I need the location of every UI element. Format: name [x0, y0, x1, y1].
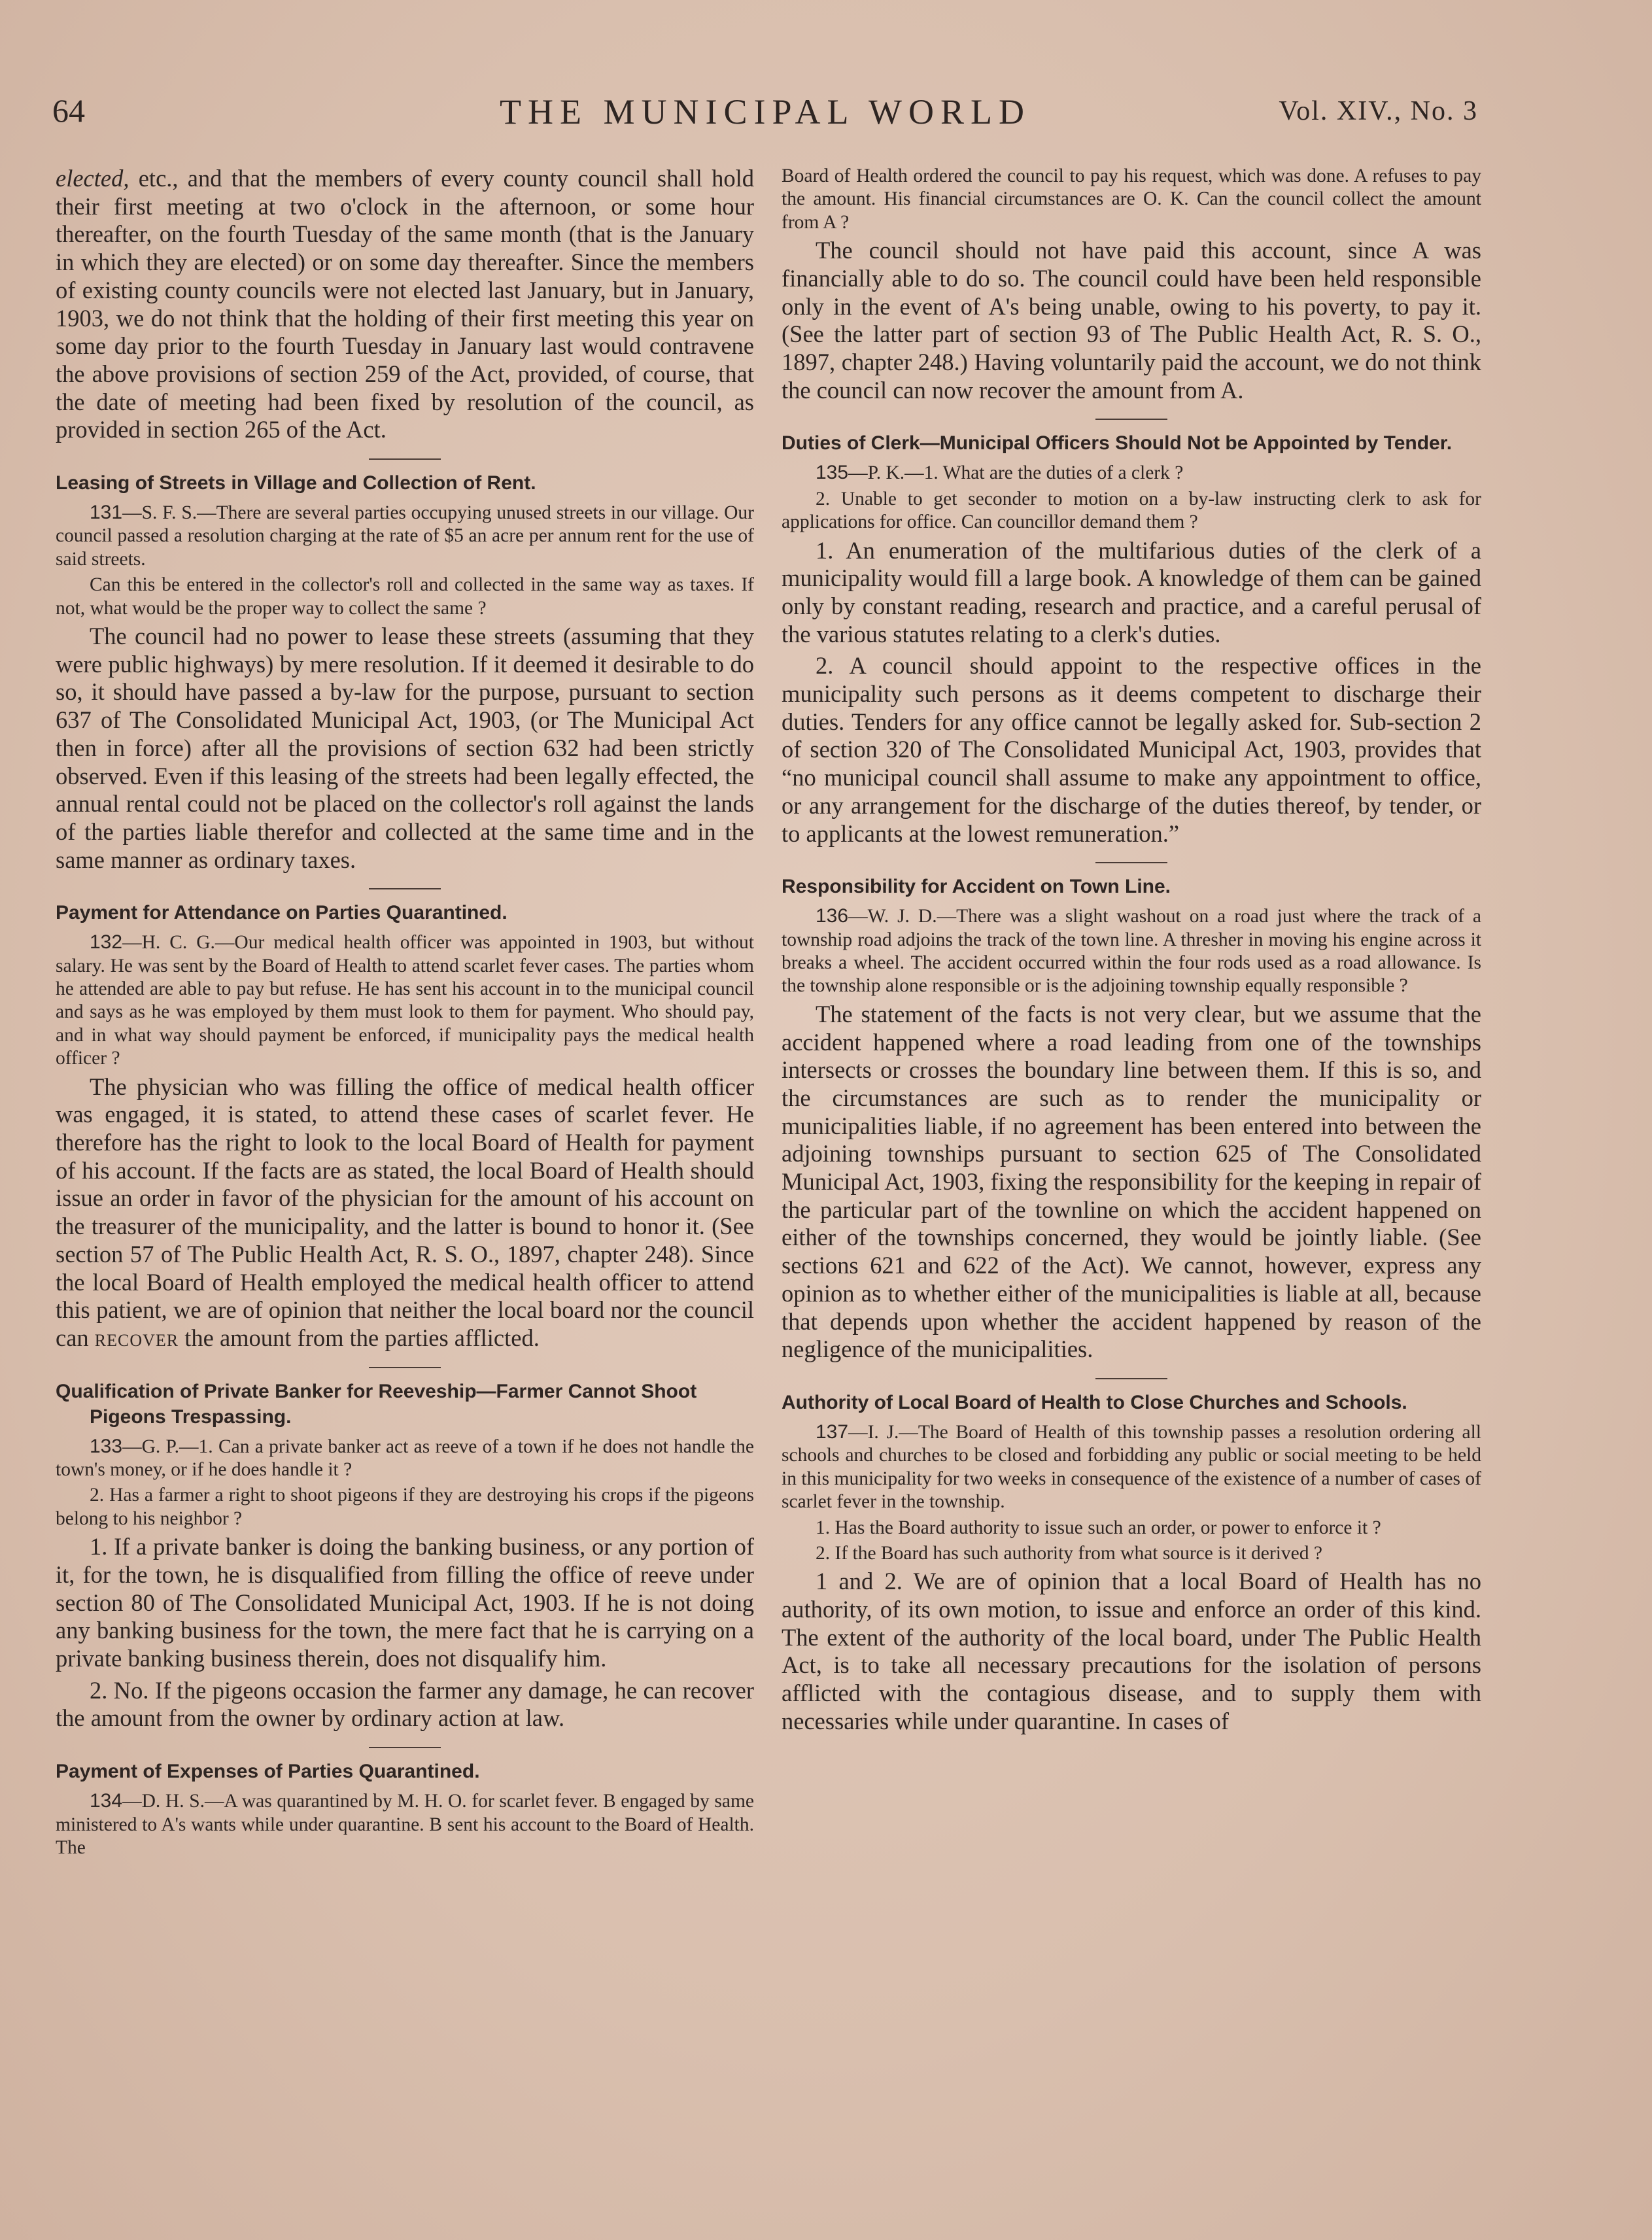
question-137: 137—I. J.—The Board of Health of this township passes a resolution ordering all schools and churches to be closed and forbidding any public or social meeting to be held in this municipality for two weeks in consequence of the existence of a number of cases of scarlet fever in the township. — [782, 1421, 1481, 1513]
answer-134: The council should not have paid this account, since A was financially able to do so. The council could have been held responsible only in the event of A's being unable, owing to his poverty, to pay it. (See the latter part of section 93 of The Public Health Act, R. S. O., 1897, chapter 248.) Having voluntarily paid the account, we do not think the council can now recover the amount from A. — [782, 237, 1481, 404]
question-131-part-2: Can this be entered in the collector's roll and collected in the same way as taxes. If not, what would be the proper way to collect the same ? — [56, 574, 754, 619]
section-divider — [1095, 1378, 1167, 1379]
answer-132: The physician who was filling the office of medical health officer was engaged, it is stated, to attend these cases of scarlet fever. He therefore has the right to look to the local Board of Health for payment of his account. If the facts are as stated, the local Board of Health should issue an order in favor of the physician for the amount of his account on the treasurer of the municipality, and the latter is bound to honor it. (See section 57 of The Public Health Act, R. S. O., 1897, chapter 248). Since the local Board of Health employed the medical health officer to attend this patient, we are of opinion that neither the local board nor the council can recover the amount from the parties afflicted. — [56, 1073, 754, 1351]
question-135-part-2: 2. Unable to get seconder to motion on a by-law instructing clerk to ask for applications for office. Can councillor demand them ? — [782, 488, 1481, 533]
section-divider — [1095, 419, 1167, 420]
question-136: 136—W. J. D.—There was a slight washout on a road just where the track of a township road adjoins the track of the town line. A thresher in moving his engine across it breaks a wheel. The accident occurred within the four rods used as a road allowance. Is the township alone responsible or is the adjoining township equally responsible ? — [782, 905, 1481, 997]
section-divider — [369, 1747, 441, 1748]
continued-answer: elected, etc., and that the members of every county council shall hold their first meeting at two o'clock in the afternoon, or some hour thereafter, on the fourth Tuesday of the same month (that is the January in which they are elected) or on some day thereafter. Since the members of existing county councils were not elected last January, but in January, 1903, we do not think that the holding of their first meeting this year on some day prior to the fourth Tuesday in January last would contravene the above provisions of section 259 of the Act, provided, of course, that the date of meeting had been fixed by resolution of the council, as provided in section 265 of the Act. — [56, 165, 754, 443]
answer-136: The statement of the facts is not very clear, but we assume that the accident happened where a road leading from one of the townships intersects or crosses the boundary line between them. If this is so, and the circumstances are such as to render the municipality or municipalities liable, if no agreement has been entered into between the adjoining townships pursuant to section 625 of The Consolidated Municipal Act, 1903, fixing the responsibility for the keeping in repair of the particular part of the townline on which the accident happened on either of the townships concerned, they would be jointly liable. (See sections 621 and 622 of the Act). We cannot, however, express any opinion as to whether either of the municipalities is liable at all, because that depends upon whether the accident happened by reason of the negligence of the municipalities. — [782, 1000, 1481, 1363]
page-header — [52, 92, 1478, 144]
left-column — [56, 165, 754, 2179]
question-135-heading: Duties of Clerk—Municipal Officers Should Not be Appointed by Tender. — [782, 432, 1453, 455]
page-number: 64 — [52, 92, 85, 129]
question-132: 132—H. C. G.—Our medical health officer was appointed in 1903, but without salary. He was sent by the Board of Health to attend scarlet fever cases. The parties whom he attended are able to pay but refuse. He has sent his account in to the municipal council and says as he was employed by them must look to them for payment. Who should pay, and in what way should payment be enforced, if municipality pays the medical health officer ? — [56, 931, 754, 1069]
answer-133: 1. If a private banker is doing the banking business, or any portion of it, for the town, he is disqualified from filling the office of reeve under section 80 of The Consolidated Municipal Act, 1903. If he is not doing any banking business for the town, the mere fact that he is carrying on a private banking business therein, does not disqualify him. — [56, 1533, 754, 1672]
section-divider — [369, 1367, 441, 1368]
question-134-heading: Payment of Expenses of Parties Quarantined. — [56, 1761, 480, 1783]
right-column — [782, 165, 1481, 2179]
question-133-part-2: 2. Has a farmer a right to shoot pigeons if they are destroying his crops if the pigeons belong to his neighbor ? — [56, 1485, 754, 1529]
section-divider — [1095, 862, 1167, 863]
answer-133-part-2: 2. No. If the pigeons occasion the farmer any damage, he can recover the amount from the owner by ordinary action at law. — [56, 1676, 754, 1732]
question-136-heading: Responsibility for Accident on Town Line. — [782, 876, 1171, 898]
answer-137: 1 and 2. We are of opinion that a local Board of Health has no authority, of its own motion, to issue and enforce an order of this kind. The extent of the authority of the local board, under The Public Health Act, is to take all necessary precautions for the isolation of persons afflicted with the contagious disease, and to supply them with necessaries while under quarantine. In cases of — [782, 1568, 1481, 1734]
question-137-heading: Authority of Local Board of Health to Close Churches and Schools. — [782, 1392, 1407, 1413]
question-137-part-2: 1. Has the Board authority to issue such an order, or power to enforce it ? — [816, 1517, 1381, 1538]
question-137-part-3: 2. If the Board has such authority from what source is it derived ? — [816, 1542, 1322, 1564]
section-divider — [369, 888, 441, 889]
question-135: 135—P. K.—1. What are the duties of a clerk ? — [816, 462, 1184, 484]
question-134-continued: Board of Health ordered the council to pay his request, which was done. A refuses to pay the amount. His financial circumstances are O. K. Can the council collect the amount from A ? — [782, 165, 1481, 233]
publication-title: THE MUNICIPAL WORLD — [499, 92, 1031, 131]
question-134: 134—D. H. S.—A was quarantined by M. H. O. for scarlet fever. B engaged by same ministered to A's wants while under quarantine. B sent his account to the Board of Health. The — [56, 1790, 754, 1858]
answer-135: 1. An enumeration of the multifarious duties of the clerk of a municipality would fill a large book. A knowledge of them can be gained only by constant reading, research and practice, and a careful perusal of the various statutes relating to a clerk's duties. — [782, 536, 1481, 647]
answer-135-part-2: 2. A council should appoint to the respective offices in the municipality such persons as it deems competent to discharge their duties. Tenders for any office cannot be legally asked for. Sub-section 2 of section 320 of The Consolidated Municipal Act, 1903, provides that “no municipal council shall assume to make any appointment to office, or any arrangement for the discharge of the duties thereof, by tender, or to applicants at the lowest remuneration.” — [782, 652, 1481, 847]
question-133-heading: Qualification of Private Banker for Reeveship—Farmer Cannot Shoot Pigeons Trespassing. — [56, 1380, 697, 1428]
volume-number: Vol. XIV., No. 3 — [1279, 96, 1478, 126]
question-131: 131—S. F. S.—There are several parties occupying unused streets in our village. Our council passed a resolution charging at the rate of $5 an acre per annum rent for the use of said streets. — [56, 502, 754, 570]
answer-131: The council had no power to lease these streets (assuming that they were public highways) by mere resolution. If it deemed it desirable to do so, it should have passed a by-law for the purpose, pursuant to section 637 of The Consolidated Municipal Act, 1903, (or The Municipal Act then in force) after all the provisions of section 632 had been strictly observed. Even if this leasing of the streets had been legally effected, the annual rental could not be placed on the collector's roll against the lands of the parties liable therefor and collected at the same time and in the same manner as ordinary taxes. — [56, 622, 754, 873]
question-132-heading: Payment for Attendance on Parties Quarantined. — [56, 902, 508, 924]
question-133: 133—G. P.—1. Can a private banker act as reeve of a town if he does not handle the town's money, or if he does handle it ? — [56, 1435, 754, 1481]
question-131-heading: Leasing of Streets in Village and Collection of Rent. — [56, 472, 536, 494]
section-divider — [369, 458, 441, 460]
